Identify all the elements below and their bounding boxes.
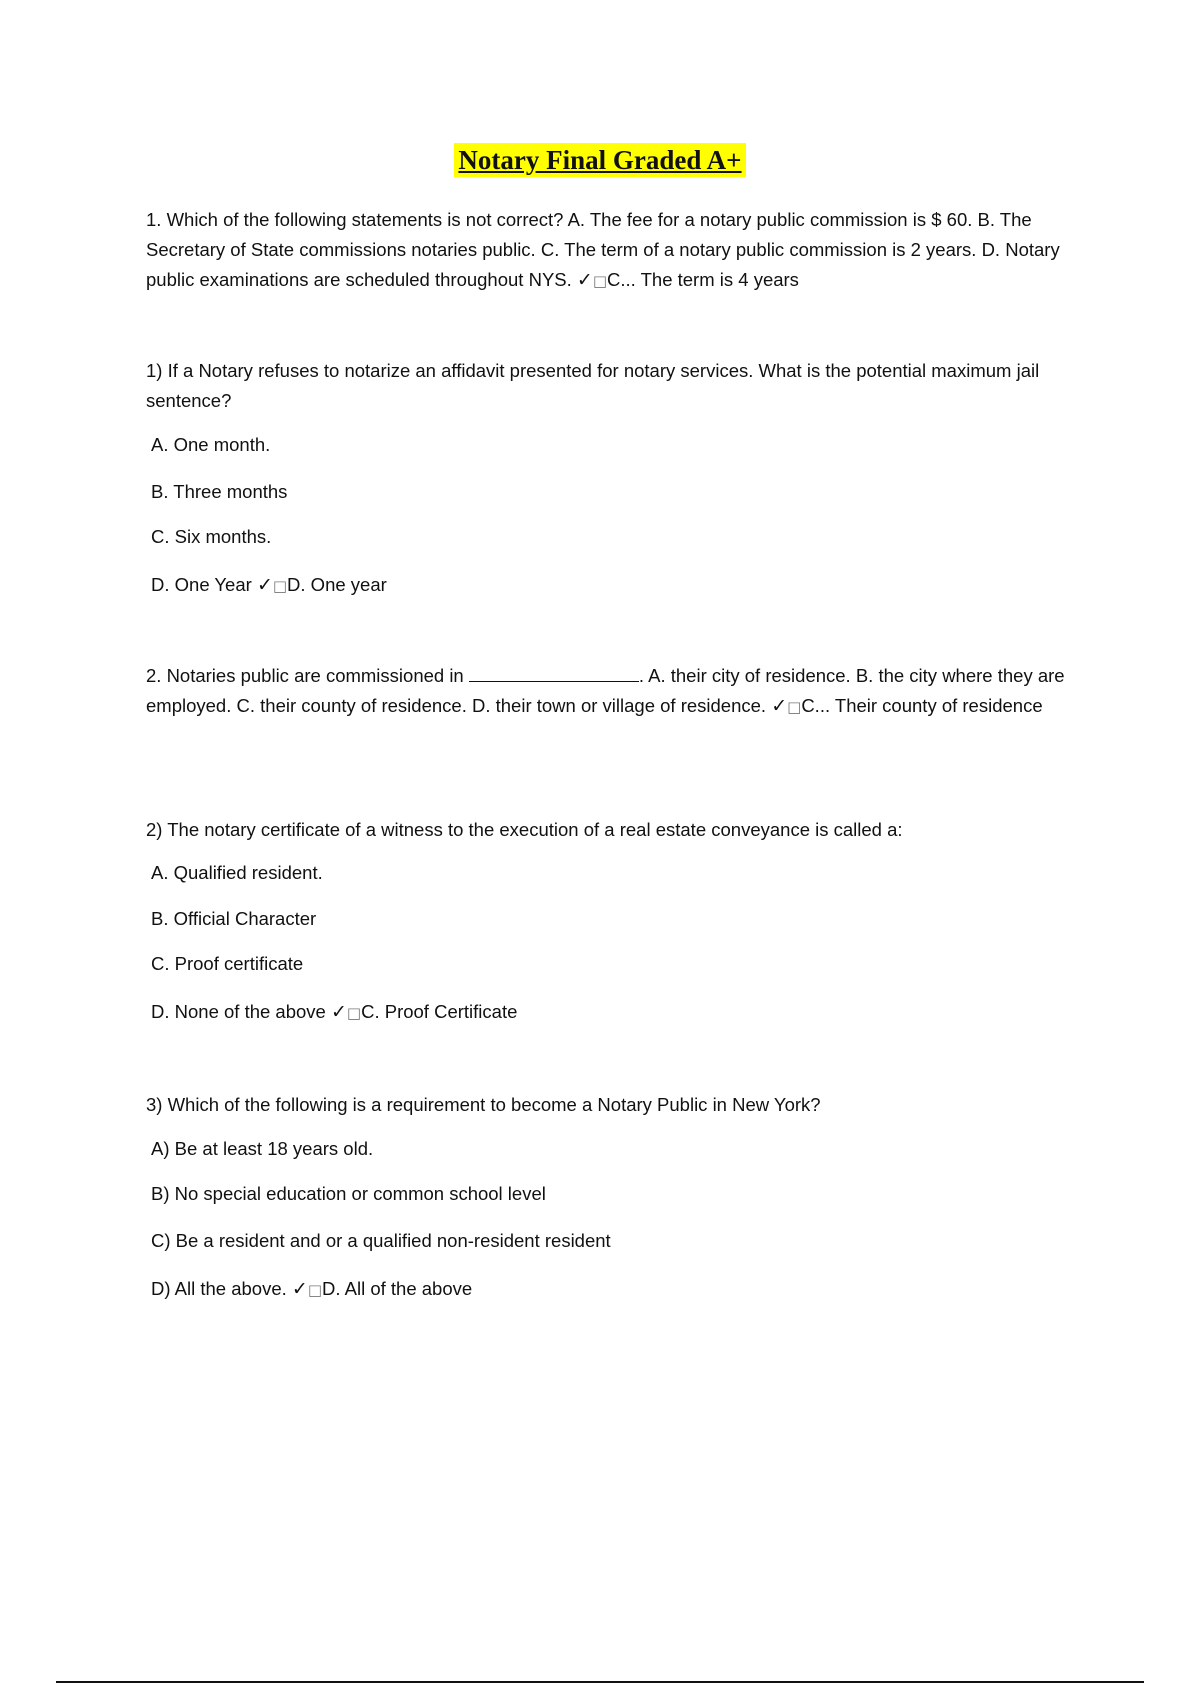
fill-in-blank (469, 663, 639, 682)
question-2b-answer: C. Proof Certificate (361, 1001, 518, 1022)
checkmark-icon: ✓ (576, 269, 593, 291)
question-2b-option-d-row (151, 999, 517, 1026)
question-3b-option-b: B) No special education or common school level (151, 1183, 546, 1204)
question-2b-option-c: C. Proof certificate (151, 953, 304, 974)
question-2b-option-d: D. None of the above (151, 1001, 326, 1022)
question-2b (146, 815, 1096, 845)
question-1-prompt: 1. Which of the following statements is not correct? A. The fee for a notary public commission is $ 60. B. The Secretary of State commissions notaries public. C. The term of a notary public commission is 2 years. D. Notary public examinations are scheduled throughout NYS. (146, 209, 1060, 290)
question-2-prompt-end: . A. their city of residence. B. the city where they are employed. C. their county of residence. D. their town or village of residence. (146, 665, 1065, 716)
question-1-answer: C... The term is 4 years (607, 269, 799, 290)
box-icon: □ (592, 272, 608, 290)
question-2b-option-b: B. Official Character (151, 908, 317, 929)
box-icon: □ (272, 577, 288, 595)
question-1b-option-c: C. Six months. (151, 526, 272, 547)
question-2b-option-a: A. Qualified resident. (151, 862, 323, 883)
question-1-text (146, 205, 1096, 296)
question-2b-text: 2) The notary certificate of a witness to the execution of a real estate conveyance is called a: (146, 819, 903, 840)
question-2-prompt-start: 2. Notaries public are commissioned in (146, 665, 464, 686)
question-3b-option-c: C) Be a resident and or a qualified non-resident resident (151, 1230, 611, 1251)
page-title: Notary Final Graded A+ (454, 143, 745, 177)
question-3b (146, 1090, 1096, 1120)
question-3b-answer: D. All of the above (322, 1278, 473, 1299)
question-3b-option-a: A) Be at least 18 years old. (151, 1138, 374, 1159)
question-1b-answer: D. One year (287, 574, 387, 595)
title-wrap (0, 143, 1200, 177)
checkmark-icon: ✓ (291, 1278, 308, 1300)
question-3b-option-d: D) All the above. (151, 1278, 287, 1299)
question-1b-option-d: D. One Year (151, 574, 252, 595)
box-icon: □ (307, 1281, 322, 1299)
question-1b-option-b: B. Three months (151, 481, 288, 502)
checkmark-icon: ✓ (256, 574, 273, 596)
box-icon: □ (787, 698, 802, 716)
question-1b-option-d-row (151, 572, 387, 599)
question-1 (146, 205, 1096, 296)
question-1b-option-a: A. One month. (151, 434, 271, 455)
checkmark-icon: ✓ (771, 695, 788, 717)
question-2-text (146, 661, 1096, 722)
question-2-answer: C... Their county of residence (801, 695, 1043, 716)
question-3b-text: 3) Which of the following is a requirement to become a Notary Public in New York? (146, 1094, 821, 1115)
question-1b (146, 356, 1096, 416)
question-3b-option-d-row (151, 1276, 472, 1303)
question-1b-text: 1) If a Notary refuses to notarize an affidavit presented for notary services. What is the potential maximum jail sentence? (146, 360, 1040, 411)
footer-divider (56, 1681, 1144, 1683)
checkmark-icon: ✓ (330, 1001, 347, 1023)
box-icon: □ (346, 1004, 362, 1022)
question-2 (146, 661, 1096, 722)
